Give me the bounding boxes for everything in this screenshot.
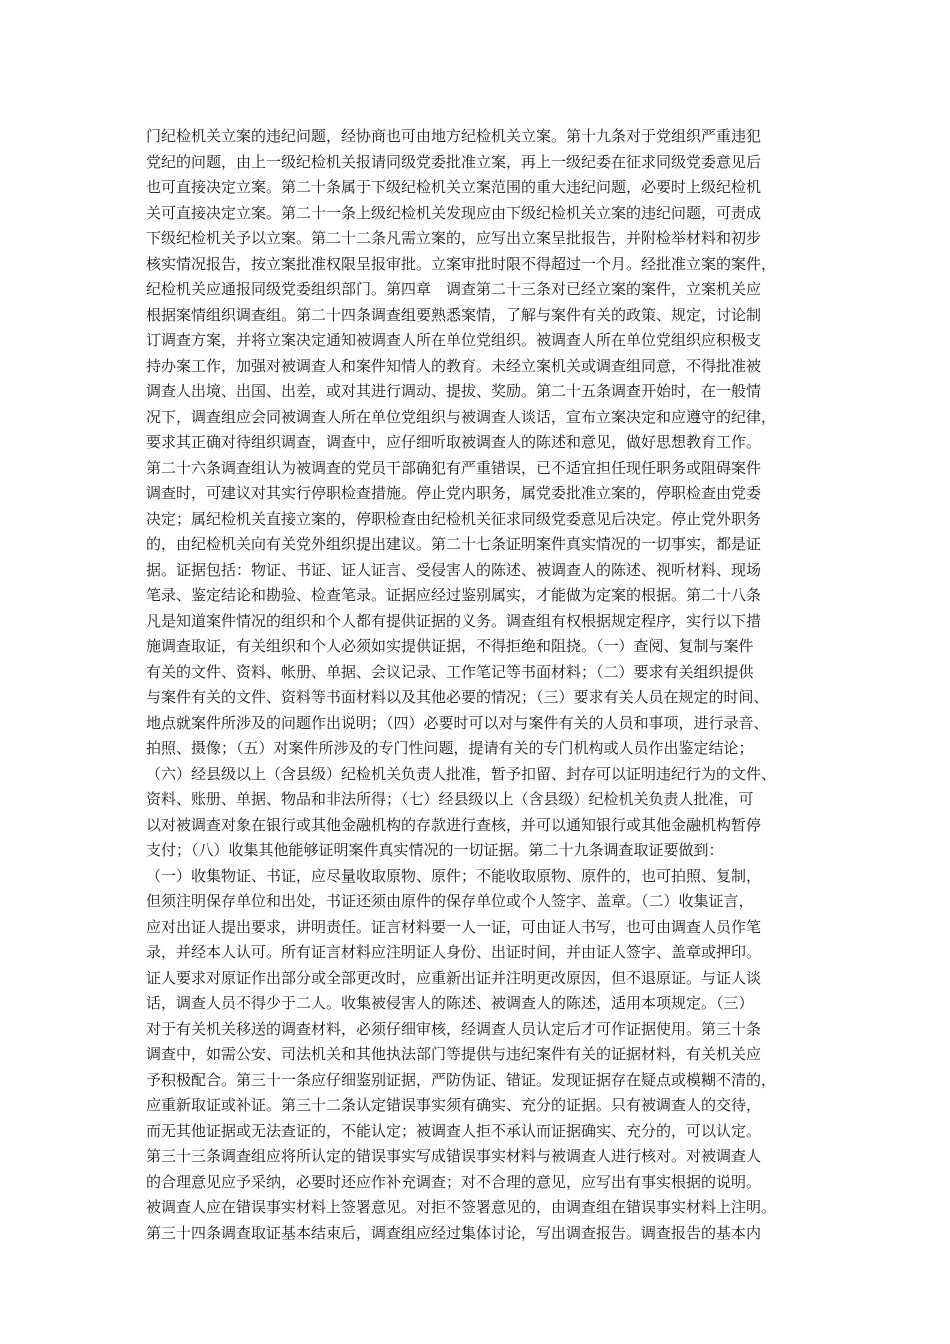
text-line: 党纪的问题，由上一级纪检机关报请同级党委批准立案，再上一级纪委在征求同级党委意见后 (146, 152, 762, 171)
text-line: 调查时，可建议对其实行停职检查措施。停止党内职务，属党委批准立案的，停职检查由党委 (146, 484, 762, 502)
text-line: 下级纪检机关予以立案。第二十二条凡需立案的，应写出立案呈批报告，并附检举材料和初步 (146, 229, 762, 247)
text-line: 的合理意见应予采纳，必要时还应作补充调查；对不合理的意见，应写出有事实根据的说明。 (146, 1172, 762, 1191)
text-line: （一）收集物证、书证，应尽量收取原物、原件；不能收取原物、原件的，也可拍照、复制， (146, 866, 762, 885)
text-line: 凡是知道案件情况的组织和个人都有提供证据的义务。调查组有权根据规定程序，实行以下措 (146, 611, 762, 630)
text-line: 调查中，如需公安、司法机关和其他执法部门等提供与违纪案件有关的证据材料，有关机关应 (146, 1045, 762, 1063)
text-line: 而无其他证据或无法查证的，不能认定；被调查人拒不承认而证据确实、充分的，可以认定。 (146, 1121, 762, 1140)
text-line: 证人要求对原证作出部分或全部更改时，应重新出证并注明更改原因，但不退原证。与证人谈 (146, 968, 762, 987)
text-line: 要求其正确对待组织调查，调查中，应仔细听取被调查人的陈述和意见，做好思想教育工作。 (146, 433, 762, 451)
text-line: 地点就案件所涉及的问题作出说明；（四）必要时可以对与案件有关的人员和事项，进行录音、 (146, 713, 769, 732)
text-line: （六）经县级以上（含县级）纪检机关负责人批准，暂予扣留、封存可以证明违纪行为的文件、 (146, 764, 777, 783)
text-line: 有关的文件、资料、帐册、单据、会议记录、工作笔记等书面材料；（二）要求有关组织提供 (146, 662, 754, 681)
text-line: 核实情况报告，按立案批准权限呈报审批。立案审批时限不得超过一个月。经批准立案的案件， (146, 254, 777, 273)
body-text (146, 124, 816, 1246)
text-line: 况下，调查组应会同被调查人所在单位党组织与被调查人谈话，宣布立案决定和应遵守的纪律， (146, 407, 777, 426)
text-line: 的，由纪检机关向有关党外组织提出建议。第二十七条证明案件真实情况的一切事实，都是证 (146, 535, 762, 553)
text-line: 也可直接决定立案。第二十条属于下级纪检机关立案范围的重大违纪问题，必要时上级纪检机 (146, 178, 762, 196)
text-line: 第三十四条调查取证基本结束后，调查组应经过集体讨论，写出调查报告。调查报告的基本内 (146, 1223, 762, 1242)
text-line: 被调查人应在错误事实材料上签署意见。对拒不签署意见的，由调查组在错误事实材料上注明。 (146, 1198, 777, 1216)
text-line: 资料、账册、单据、物品和非法所得；（七）经县级以上（含县级）纪检机关负责人批准，可 (146, 790, 754, 808)
text-line: 支付；（八）收集其他能够证明案件真实情况的一切证据。第二十九条调查取证要做到： (146, 841, 724, 859)
text-line: 订调查方案，并将立案决定通知被调查人所在单位党组织。被调查人所在单位党组织应积极支 (146, 331, 762, 349)
text-line: 根据案情组织调查组。第二十四条调查组要熟悉案情，了解与案件有关的政策、规定，讨论制 (146, 305, 762, 324)
text-line: 与案件有关的文件、资料等书面材料以及其他必要的情况；（三）要求有关人员在规定的时间、 (146, 688, 769, 706)
text-line: 对于有关机关移送的调查材料，必须仔细审核，经调查人员认定后才可作证据使用。第三十条 (146, 1019, 762, 1038)
text-line: 话，调查人员不得少于二人。收集被侵害人的陈述、被调查人的陈述，适用本项规定。（三） (146, 994, 754, 1012)
text-line: 以对被调查对象在银行或其他金融机构的存款进行查核，并可以通知银行或其他金融机构暂停 (146, 815, 762, 834)
text-line: 第二十六条调查组认为被调查的党员干部确犯有严重错误，已不适宜担任现任职务或阻碍案件 (146, 458, 762, 477)
text-line: 纪检机关应通报同级党委组织部门。第四章 调查第二十三条对已经立案的案件，立案机关应 (146, 280, 762, 298)
text-line: 调查人出境、出国、出差，或对其进行调动、提拔、奖励。第二十五条调查开始时，在一般情 (146, 382, 762, 400)
text-line: 决定；属纪检机关直接立案的，停职检查由纪检机关征求同级党委意见后决定。停止党外职务 (146, 509, 762, 528)
text-line: 关可直接决定立案。第二十一条上级纪检机关发现应由下级纪检机关立案的违纪问题，可责成 (146, 203, 762, 222)
text-line: 但须注明保存单位和出处，书证还须由原件的保存单位或个人签字、盖章。（二）收集证言， (146, 892, 754, 910)
text-line: 第三十三条调查组应将所认定的错误事实写成错误事实材料与被调查人进行核对。对被调查人 (146, 1147, 762, 1165)
text-line: 录，并经本人认可。所有证言材料应注明证人身份、出证时间，并由证人签字、盖章或押印。 (146, 943, 762, 961)
text-line: 应重新取证或补证。第三十二条认定错误事实须有确实、充分的证据。只有被调查人的交待， (146, 1096, 762, 1114)
text-line: 予积极配合。第三十一条应仔细鉴别证据，严防伪证、错证。发现证据存在疑点或模糊不清的， (146, 1070, 777, 1089)
text-line: 据。证据包括：物证、书证、证人证言、受侵害人的陈述、被调查人的陈述、视听材料、现场 (146, 560, 762, 579)
text-line: 持办案工作，加强对被调查人和案件知情人的教育。未经立案机关或调查组同意，不得批准被 (146, 356, 762, 375)
text-line: 拍照、摄像；（五）对案件所涉及的专门性问题，提请有关的专门机构或人员作出鉴定结论； (146, 739, 754, 757)
text-line: 施调查取证，有关组织和个人必须如实提供证据，不得拒绝和阻挠。（一）查阅、复制与案件 (146, 637, 754, 655)
text-line: 笔录、鉴定结论和勘验、检查笔录。证据应经过鉴别属实，才能做为定案的根据。第二十八条 (146, 586, 762, 604)
text-line: 门纪检机关立案的违纪问题，经协商也可由地方纪检机关立案。第十九条对于党组织严重违犯 (146, 127, 762, 145)
text-line: 应对出证人提出要求，讲明责任。证言材料要一人一证，可由证人书写，也可由调查人员作笔 (146, 917, 762, 936)
